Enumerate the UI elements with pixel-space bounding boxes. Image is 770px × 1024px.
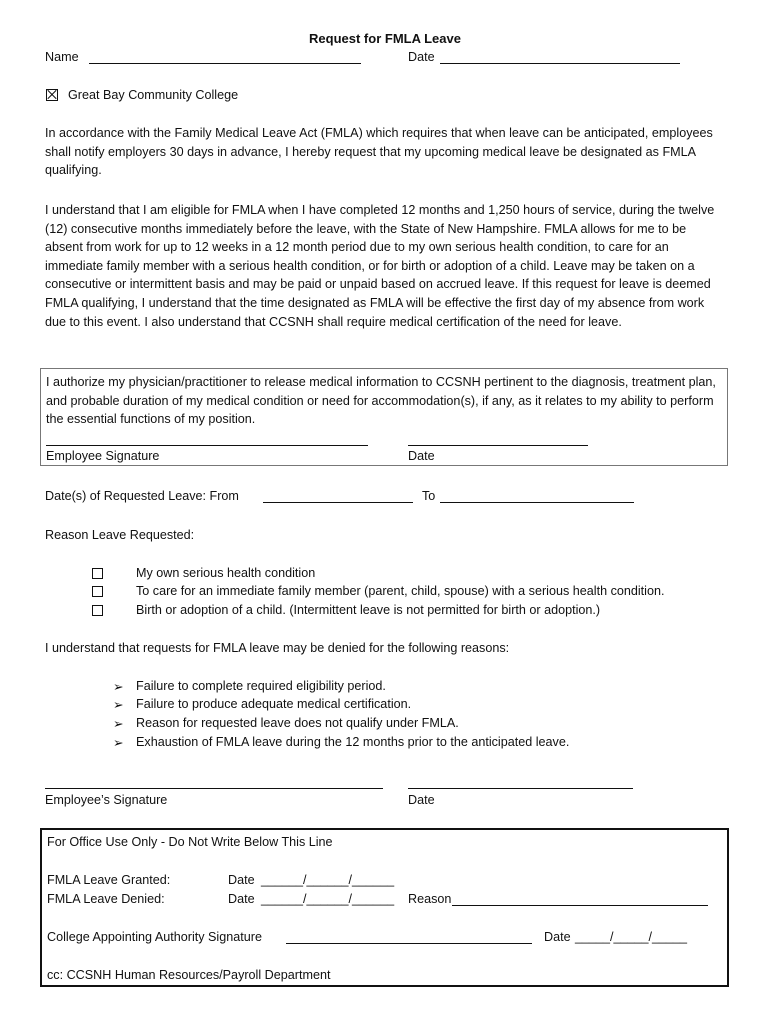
arrow-bullet-icon: ➢ bbox=[113, 717, 124, 731]
authorization-text: I authorize my physician/practitioner to release medical information to CCSNH pertinent to the diagnosis, treatment plan, and probable duration of my medical condition or need for accommodation(s), if any, as it relates to my ability to perform the essential functions of my position. bbox=[46, 375, 716, 427]
reason-checkbox-3[interactable] bbox=[92, 604, 103, 618]
checkbox-icon bbox=[92, 605, 103, 616]
checked-box-icon bbox=[46, 89, 58, 101]
checkbox-icon bbox=[92, 586, 103, 597]
college-label: Great Bay Community College bbox=[68, 88, 239, 102]
denied-reason-field[interactable] bbox=[452, 892, 708, 906]
denied-date-field[interactable]: ______/______/______ bbox=[261, 892, 395, 906]
denial-reason-4: Exhaustion of FMLA leave during the 12 months prior to the anticipated leave. bbox=[136, 735, 570, 749]
granted-date-field[interactable]: ______/______/______ bbox=[261, 873, 395, 887]
requested-dates-label: Date(s) of Requested Leave: From bbox=[45, 489, 239, 503]
to-date-field[interactable] bbox=[440, 489, 634, 503]
employee-signature-line[interactable] bbox=[45, 788, 383, 789]
reason-checkbox-2[interactable] bbox=[92, 585, 103, 599]
employee-signature-label: Employee’s Signature bbox=[45, 793, 168, 807]
reason-option-2: To care for an immediate family member (parent, child, spouse) with a serious health condition. bbox=[136, 584, 665, 598]
header-date-label: Date bbox=[408, 50, 435, 64]
authority-date-field[interactable]: _____/_____/_____ bbox=[575, 930, 688, 944]
denied-label: FMLA Leave Denied: bbox=[47, 892, 165, 906]
reason-label: Reason Leave Requested: bbox=[45, 528, 195, 542]
reason-checkbox-1[interactable] bbox=[92, 567, 103, 581]
granted-label: FMLA Leave Granted: bbox=[47, 873, 171, 887]
intro-paragraph: In accordance with the Family Medical Leave Act (FMLA) which requires that when leave can be anticipated, employees shall notify employers 30 days in advance, I hereby request that my upcoming medical leave be designated as FMLA qualifying. bbox=[45, 126, 713, 178]
form-title: Request for FMLA Leave bbox=[309, 31, 461, 46]
office-use-box bbox=[40, 828, 729, 987]
to-label: To bbox=[422, 489, 436, 503]
arrow-bullet-icon: ➢ bbox=[113, 680, 124, 694]
reason-option-1: My own serious health condition bbox=[136, 566, 316, 580]
denial-reason-3: Reason for requested leave does not qualify under FMLA. bbox=[136, 716, 459, 730]
denial-intro: I understand that requests for FMLA leave may be denied for the following reasons: bbox=[45, 641, 510, 655]
office-heading: For Office Use Only - Do Not Write Below This Line bbox=[47, 835, 333, 849]
name-label: Name bbox=[45, 50, 79, 64]
denied-date-word: Date bbox=[228, 892, 255, 906]
authorization-box bbox=[40, 368, 728, 466]
employee-date-line[interactable] bbox=[408, 788, 633, 789]
denial-reason-1: Failure to complete required eligibility period. bbox=[136, 679, 386, 693]
granted-date-word: Date bbox=[228, 873, 255, 887]
auth-signature-line[interactable] bbox=[46, 445, 368, 446]
college-checkbox[interactable] bbox=[46, 89, 58, 103]
eligibility-paragraph: I understand that I am eligible for FMLA when I have completed 12 months and 1,250 hours of service, during the twelve (12) consecutive months immediately before the leave, with the State of New Hampshire. FMLA allows for me to be absent from work for up to 12 weeks in a 12 month period due to my own serious health condition, to care for an immediate family member with a serious health condition, or for birth or adoption of a child. Leave may be taken on a consecutive or intermittent basis and may be paid or unpaid based on accrued leave. If this request for leave is deemed FMLA qualifying, I understand that the time designated as FMLA will be effective the first day of my absence from work due to this event. I also understand that CCSNH shall require medical certification of the need for leave. bbox=[45, 203, 715, 329]
auth-signature-label: Employee Signature bbox=[46, 449, 160, 463]
checkbox-icon bbox=[92, 568, 103, 579]
authority-label: College Appointing Authority Signature bbox=[47, 930, 262, 944]
arrow-bullet-icon: ➢ bbox=[113, 736, 124, 750]
arrow-bullet-icon: ➢ bbox=[113, 698, 124, 712]
denied-reason-label: Reason bbox=[408, 892, 452, 906]
authority-signature-field[interactable] bbox=[286, 930, 532, 944]
from-date-field[interactable] bbox=[263, 489, 413, 503]
name-field[interactable] bbox=[89, 50, 361, 64]
cc-line: cc: CCSNH Human Resources/Payroll Department bbox=[47, 968, 331, 982]
header-date-field[interactable] bbox=[440, 50, 680, 64]
denial-reason-2: Failure to produce adequate medical certification. bbox=[136, 697, 412, 711]
reason-option-3: Birth or adoption of a child. (Intermittent leave is not permitted for birth or adoption.) bbox=[136, 603, 601, 617]
auth-date-line[interactable] bbox=[408, 445, 588, 446]
employee-date-label: Date bbox=[408, 793, 435, 807]
auth-date-label: Date bbox=[408, 449, 435, 463]
authority-date-word: Date bbox=[544, 930, 571, 944]
